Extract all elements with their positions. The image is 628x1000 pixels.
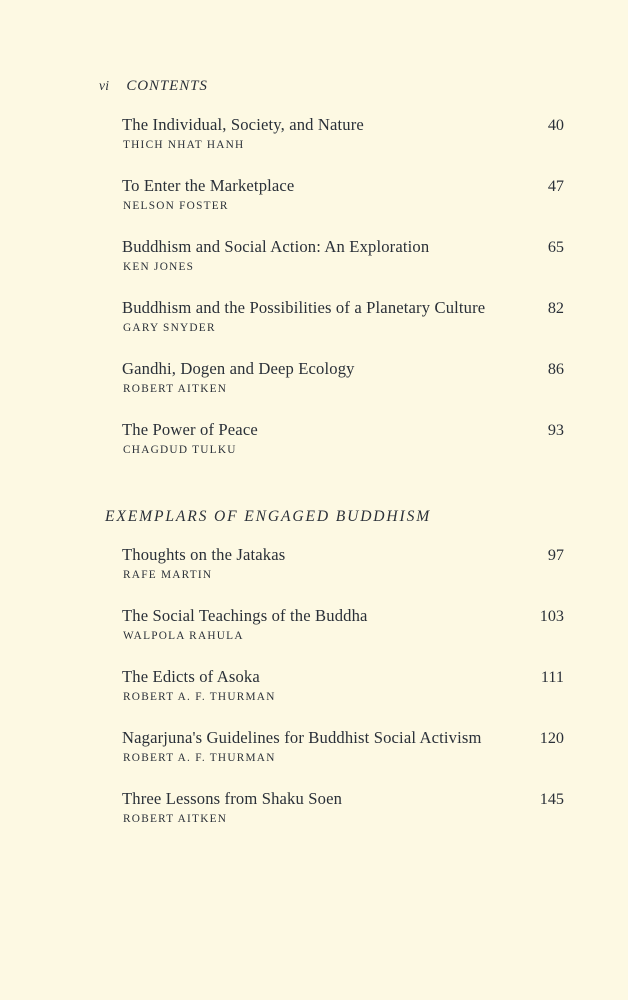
toc-entry-title-row bbox=[0, 175, 628, 198]
toc-entry-title-row bbox=[0, 297, 628, 320]
toc-entry-title-row bbox=[0, 605, 628, 628]
toc-entry-page-number[interactable]: 111 bbox=[540, 668, 564, 686]
toc-entry-author: ROBERT AITKEN bbox=[123, 813, 228, 825]
toc-entry-title-row bbox=[0, 419, 628, 442]
toc-entry[interactable] bbox=[0, 297, 628, 358]
toc-entry-title[interactable]: The Power of Peace bbox=[122, 420, 258, 439]
toc-entry-title-row bbox=[0, 727, 628, 750]
toc-entry-title[interactable]: The Edicts of Asoka bbox=[122, 667, 260, 686]
toc-entry-page-number[interactable]: 103 bbox=[539, 607, 564, 625]
toc-entry-title-row bbox=[0, 666, 628, 689]
toc-entry-page-number[interactable]: 93 bbox=[547, 421, 564, 439]
toc-entry[interactable] bbox=[0, 114, 628, 175]
toc-entry[interactable] bbox=[0, 727, 628, 788]
toc-entry[interactable] bbox=[0, 175, 628, 236]
toc-section-heading-label: EXEMPLARS OF ENGAGED BUDDHISM bbox=[105, 508, 432, 525]
toc-entry-author: CHAGDUD TULKU bbox=[123, 444, 237, 456]
toc-entry-author: RAFE MARTIN bbox=[123, 569, 213, 581]
toc-entry[interactable] bbox=[0, 419, 628, 480]
toc-entry-page-number[interactable]: 47 bbox=[547, 177, 564, 195]
toc-entry-title[interactable]: Buddhism and the Possibilities of a Planetary Culture bbox=[122, 298, 486, 317]
toc-entry-title-row bbox=[0, 114, 628, 137]
toc-entry-title-row bbox=[0, 544, 628, 567]
toc-entry-page-number[interactable]: 40 bbox=[547, 116, 564, 134]
toc-entry-title-row bbox=[0, 236, 628, 259]
toc-entry-author: WALPOLA RAHULA bbox=[123, 630, 244, 642]
toc-entry[interactable] bbox=[0, 358, 628, 419]
toc-entry-page-number[interactable]: 86 bbox=[547, 360, 564, 378]
toc-entry-page-number[interactable]: 97 bbox=[547, 546, 564, 564]
toc-entry-author: GARY SNYDER bbox=[123, 322, 216, 334]
toc-entry-title[interactable]: Three Lessons from Shaku Soen bbox=[122, 789, 343, 808]
table-of-contents bbox=[0, 114, 628, 849]
toc-entry-author: ROBERT AITKEN bbox=[123, 383, 228, 395]
toc-entry[interactable] bbox=[0, 605, 628, 666]
toc-entry-title[interactable]: Nagarjuna's Guidelines for Buddhist Social Activism bbox=[122, 728, 482, 747]
toc-entry-author: KEN JONES bbox=[123, 261, 195, 273]
toc-entry-title-row bbox=[0, 788, 628, 811]
toc-entry-page-number[interactable]: 65 bbox=[547, 238, 564, 256]
toc-entry-author: NELSON FOSTER bbox=[123, 200, 229, 212]
running-head-label: CONTENTS bbox=[126, 78, 208, 94]
page-folio-number: vi bbox=[99, 78, 110, 93]
toc-entry-title-row bbox=[0, 358, 628, 381]
toc-entry[interactable] bbox=[0, 236, 628, 297]
toc-section-heading bbox=[0, 480, 628, 544]
toc-entry-author: ROBERT A. F. THURMAN bbox=[123, 691, 276, 703]
toc-entry-page-number[interactable]: 120 bbox=[539, 729, 564, 747]
toc-entry-title[interactable]: To Enter the Marketplace bbox=[122, 176, 295, 195]
toc-entry-title[interactable]: Gandhi, Dogen and Deep Ecology bbox=[122, 359, 355, 378]
running-head bbox=[99, 78, 208, 95]
toc-entry-page-number[interactable]: 82 bbox=[547, 299, 564, 317]
toc-entry[interactable] bbox=[0, 788, 628, 849]
toc-entry-author: THICH NHAT HANH bbox=[123, 139, 245, 151]
toc-entry-title[interactable]: The Social Teachings of the Buddha bbox=[122, 606, 368, 625]
toc-entry-title[interactable]: Thoughts on the Jatakas bbox=[122, 545, 286, 564]
toc-entry-title[interactable]: The Individual, Society, and Nature bbox=[122, 115, 364, 134]
toc-entry[interactable] bbox=[0, 544, 628, 605]
toc-entry-title[interactable]: Buddhism and Social Action: An Exploration bbox=[122, 237, 430, 256]
toc-entry[interactable] bbox=[0, 666, 628, 727]
toc-entry-author: ROBERT A. F. THURMAN bbox=[123, 752, 276, 764]
toc-entry-page-number[interactable]: 145 bbox=[539, 790, 564, 808]
